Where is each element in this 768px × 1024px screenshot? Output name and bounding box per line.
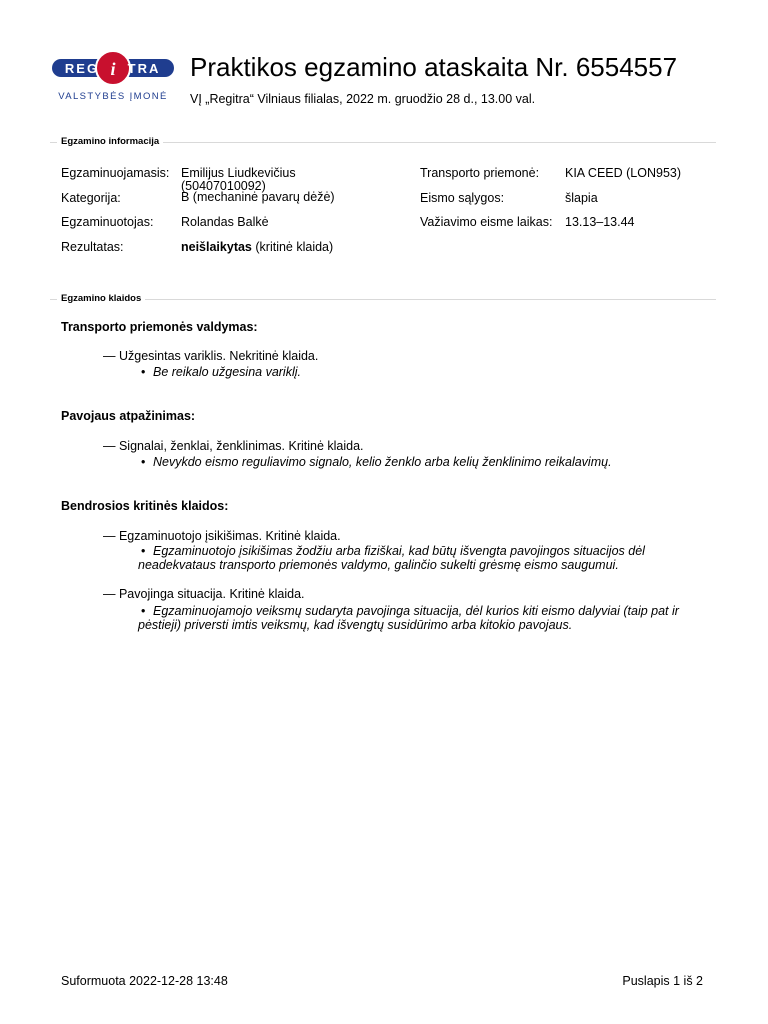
section-title: Egzamino informacija — [57, 136, 163, 147]
exam-errors-section-header — [50, 293, 716, 305]
examiner-label: Egzaminuotojas: — [61, 215, 154, 229]
logo-text-left: REG — [64, 61, 100, 76]
traffic-value: šlapia — [565, 191, 598, 205]
exam-info-section-header — [50, 136, 716, 148]
page-indicator: Puslapis 1 iš 2 — [622, 974, 703, 988]
regitra-logo-mark — [52, 50, 174, 86]
error-item-description: Egzaminuojamojo veiksmų sudaryta pavojinga situacija, dėl kurios kiti eismo dalyviai (taip pat ir — [153, 604, 679, 618]
generated-timestamp: Suformuota 2022-12-28 13:48 — [61, 974, 228, 988]
section-title: Egzamino klaidos — [57, 293, 145, 304]
logo-text-mid: i — [110, 59, 116, 79]
error-item-label: — Egzaminuotojo įsikišimas. Kritinė klaida. — [103, 529, 341, 543]
result-label: Rezultatas: — [61, 240, 124, 254]
vehicle-value: KIA CEED (LON953) — [565, 166, 682, 180]
driving-time-value: 13.13–13.44 — [565, 215, 635, 229]
error-item-label: — Pavojinga situacija. Kritinė klaida. — [103, 587, 305, 601]
examinee-code: (50407010092) — [181, 179, 266, 193]
category-value: B (mechaninė pavarų dėžė) — [181, 190, 335, 204]
traffic-label: Eismo sąlygos: — [420, 191, 505, 205]
bullet: • — [141, 365, 146, 379]
page-subtitle: VĮ „Regitra“ Vilniaus filialas, 2022 m. gruodžio 28 d., 13.00 val. — [190, 92, 536, 106]
logo-subtitle: VALSTYBĖS ĮMONĖ — [58, 91, 168, 102]
examinee-name: Emilijus Liudkevičius — [181, 166, 296, 180]
error-item-description: Nevykdo eismo reguliavimo signalo, kelio ženklo arba kelių ženklinimo reikalavimų. — [153, 455, 612, 469]
error-category-title: Bendrosios kritinės klaidos: — [61, 499, 229, 513]
examiner-value: Rolandas Balkė — [181, 215, 269, 229]
error-category-title: Pavojaus atpažinimas: — [61, 409, 196, 423]
driving-time-label: Važiavimo eisme laikas: — [420, 215, 553, 229]
error-item-description: neadekvataus transporto priemonės valdymo, galinčio sukelti grėsmę eismo saugumui. — [138, 558, 619, 572]
error-item-label: — Signalai, ženklai, ženklinimas. Kritinė klaida. — [103, 439, 364, 453]
error-category-title: Transporto priemonės valdymas: — [61, 320, 258, 334]
section-divider — [50, 299, 716, 300]
logo-text-right: TRA — [127, 61, 161, 76]
error-item-label: — Užgesintas variklis. Nekritinė klaida. — [103, 349, 319, 363]
result-value-wrap — [181, 241, 333, 254]
page-title: Praktikos egzamino ataskaita Nr. 6554557 — [190, 52, 678, 82]
error-item-description: Egzaminuotojo įsikišimas žodžiu arba fiziškai, kad būtų išvengta pavojingos situacijos dėl — [153, 544, 645, 558]
regitra-logo — [52, 50, 174, 104]
result-value: neišlaikytas — [181, 240, 252, 254]
result-note: (kritinė klaida) — [251, 240, 334, 254]
category-label: Kategorija: — [61, 191, 121, 205]
examinee-label: Egzaminuojamasis: — [61, 166, 170, 180]
bullet: • — [141, 604, 146, 618]
error-item-description: Be reikalo užgesina variklį. — [153, 365, 301, 379]
error-item-description: pėstieji) priversti imtis veiksmų, kad išvengtų susidūrimo arba kitokio pavojaus. — [138, 618, 573, 632]
vehicle-label: Transporto priemonė: — [420, 166, 540, 180]
bullet: • — [141, 544, 146, 558]
bullet: • — [141, 455, 146, 469]
